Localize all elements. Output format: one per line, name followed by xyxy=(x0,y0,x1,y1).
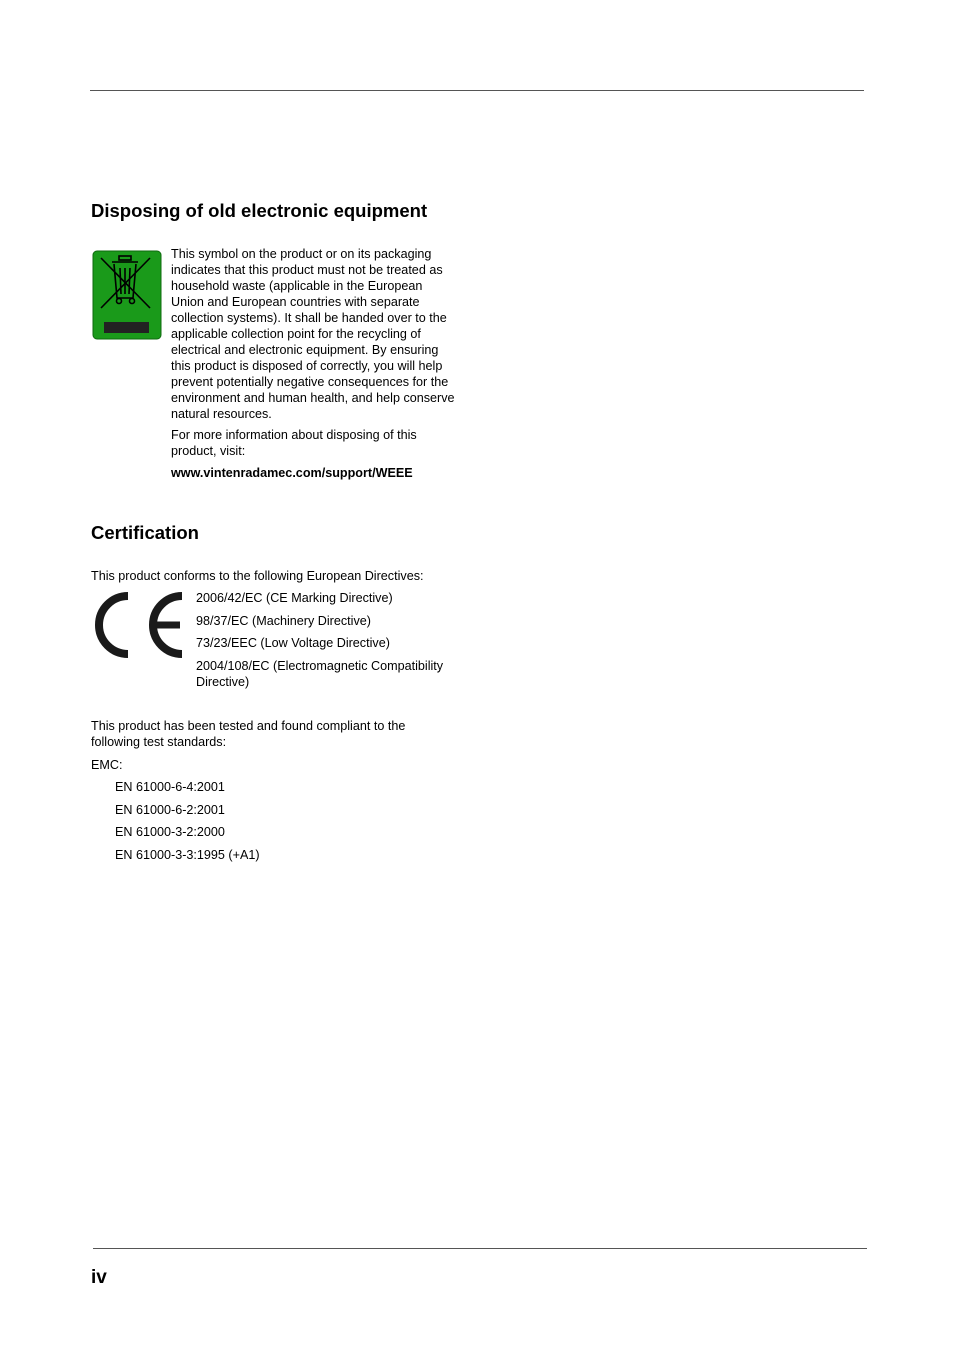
weee-paragraph: This symbol on the product or on its packaging indicates that this product must not be treated as household waste (applicable in the European Union and European countries with separate collection systems). It shall be handed over to the applicable collection point for the recycling of electrical and electronic equipment. By ensuring this product is disposed of correctly, you will help prevent potentially negative consequences for the environment and human health, and help conserve natural resources. xyxy=(171,247,455,421)
weee-url-link[interactable]: www.vintenradamec.com/support/WEEE xyxy=(171,466,413,480)
weee-more-info: For more information about disposing of this product, visit: xyxy=(171,428,417,458)
standard-item: EN 61000-3-2:2000 xyxy=(115,825,225,840)
weee-crossed-bin-icon xyxy=(92,250,162,340)
page-number: iv xyxy=(91,1267,107,1288)
standard-item: EN 61000-3-3:1995 (+A1) xyxy=(115,847,260,862)
directive-item: 2006/42/EC (CE Marking Directive) xyxy=(196,591,393,605)
tested-statement: This product has been tested and found compliant to the following test standards: xyxy=(91,719,406,749)
weee-description xyxy=(171,246,456,486)
conformity-intro: This product conforms to the following European Directives: xyxy=(91,569,424,583)
header-rule xyxy=(90,90,864,91)
footer-rule xyxy=(93,1248,867,1249)
section-heading-disposing: Disposing of old electronic equipment xyxy=(91,200,428,221)
standards-list xyxy=(115,779,260,869)
directive-item: 98/37/EC (Machinery Directive) xyxy=(196,613,371,628)
ce-mark-icon xyxy=(94,592,186,658)
standard-item: EN 61000-6-2:2001 xyxy=(115,802,225,817)
emc-label: EMC: xyxy=(91,758,123,772)
section-heading-certification: Certification xyxy=(91,522,199,543)
directive-item: 73/23/EEC (Low Voltage Directive) xyxy=(196,636,390,650)
standard-item: EN 61000-6-4:2001 xyxy=(115,780,225,794)
directives-list xyxy=(196,590,461,696)
directive-item: 2004/108/EC (Electromagnetic Compatibility Directive) xyxy=(196,658,444,689)
